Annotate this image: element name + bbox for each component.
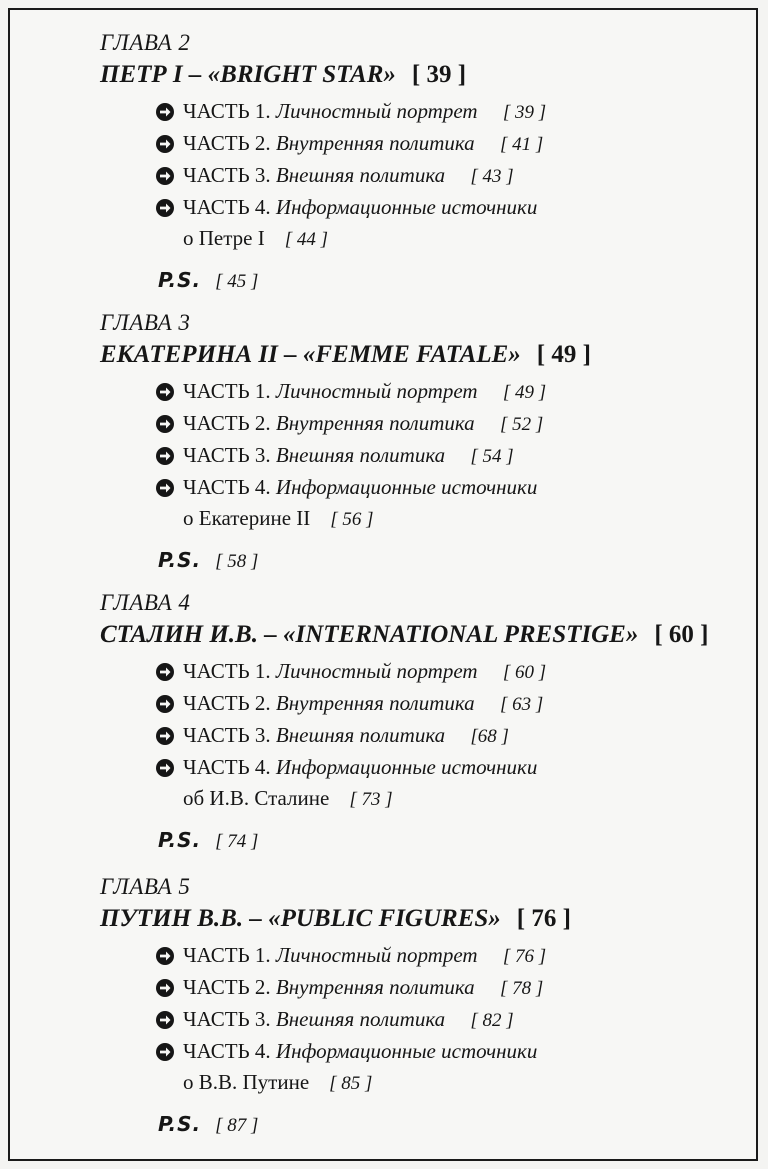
postscript[interactable] xyxy=(158,825,750,857)
circled-arrow-right-icon xyxy=(155,134,175,154)
part-item[interactable] xyxy=(155,1036,750,1099)
part-number: ЧАСТЬ 2. xyxy=(183,691,271,715)
part-item[interactable] xyxy=(155,472,750,535)
chapter-page: [ 49 ] xyxy=(536,341,591,368)
part-number: ЧАСТЬ 4. xyxy=(183,195,271,219)
parts-list xyxy=(155,96,750,255)
circled-arrow-right-icon xyxy=(155,1010,175,1030)
part-subtitle-line xyxy=(183,503,750,535)
circled-arrow-right-icon xyxy=(155,102,175,122)
chapter-page: [ 60 ] xyxy=(654,621,709,648)
part-subtitle-line xyxy=(183,1067,750,1099)
part-page: [ 78 ] xyxy=(499,978,544,999)
circled-arrow-right-icon xyxy=(155,662,175,682)
part-page: [ 73 ] xyxy=(349,789,393,810)
part-title: Личностный портрет xyxy=(275,379,478,403)
part-number: ЧАСТЬ 1. xyxy=(183,659,271,683)
part-page: [ 39 ] xyxy=(502,102,547,123)
parts-list xyxy=(155,656,750,815)
part-number: ЧАСТЬ 1. xyxy=(183,379,271,403)
part-number: ЧАСТЬ 2. xyxy=(183,975,271,999)
circled-arrow-right-icon xyxy=(155,414,175,434)
chapter-label: ГЛАВА 2 xyxy=(100,30,191,55)
part-subtitle-line xyxy=(183,783,750,815)
postscript[interactable] xyxy=(158,265,750,297)
part-page: [ 54 ] xyxy=(470,446,514,467)
part-item[interactable] xyxy=(155,720,750,752)
part-page: [ 44 ] xyxy=(284,229,329,250)
part-item[interactable] xyxy=(155,160,750,192)
parts-list xyxy=(155,376,750,535)
part-number: ЧАСТЬ 4. xyxy=(183,755,271,779)
parts-list xyxy=(155,940,750,1099)
chapter-title[interactable] xyxy=(100,618,750,652)
part-number: ЧАСТЬ 2. xyxy=(183,411,271,435)
part-page: [ 82 ] xyxy=(470,1010,514,1031)
part-item[interactable] xyxy=(155,376,750,408)
part-number: ЧАСТЬ 3. xyxy=(183,163,271,187)
part-title: Личностный портрет xyxy=(275,943,478,967)
part-title: Личностный портрет xyxy=(275,99,478,123)
part-item[interactable] xyxy=(155,972,750,1004)
chapter-title-text: СТАЛИН И.В. – «INTERNATIONAL PRESTIGE» xyxy=(100,621,639,648)
part-page: [ 60 ] xyxy=(502,662,547,683)
part-page: [ 41 ] xyxy=(499,134,544,155)
part-item[interactable] xyxy=(155,408,750,440)
ps-mark: P.S. xyxy=(158,268,202,292)
ps-page: [ 58 ] xyxy=(215,551,259,572)
part-title: Внутренняя политика xyxy=(275,131,475,155)
part-title: Внутренняя политика xyxy=(275,975,475,999)
circled-arrow-right-icon xyxy=(155,946,175,966)
part-title: Внутренняя политика xyxy=(275,411,475,435)
postscript[interactable] xyxy=(158,545,750,577)
part-item[interactable] xyxy=(155,128,750,160)
chapter-2 xyxy=(100,28,750,297)
part-subtitle: о Екатерине II xyxy=(183,506,311,530)
part-subtitle: о Петре I xyxy=(183,226,265,250)
chapter-title[interactable] xyxy=(100,338,750,372)
circled-arrow-right-icon xyxy=(155,758,175,778)
circled-arrow-right-icon xyxy=(155,198,175,218)
part-number: ЧАСТЬ 1. xyxy=(183,943,271,967)
chapter-title[interactable] xyxy=(100,58,750,92)
ps-page: [ 45 ] xyxy=(215,271,259,292)
postscript[interactable] xyxy=(158,1109,750,1141)
chapter-title-text: ЕКАТЕРИНА II – «FEMME FATALE» xyxy=(100,341,521,368)
chapter-page: [ 76 ] xyxy=(516,905,571,932)
part-item[interactable] xyxy=(155,656,750,688)
circled-arrow-right-icon xyxy=(155,1042,175,1062)
chapter-3 xyxy=(100,308,750,577)
part-subtitle-line xyxy=(183,223,750,255)
part-title: Внешняя политика xyxy=(275,443,446,467)
chapter-title[interactable] xyxy=(100,902,750,936)
part-title: Внешняя политика xyxy=(275,163,446,187)
part-page: [ 52 ] xyxy=(499,414,544,435)
chapter-label: ГЛАВА 5 xyxy=(100,874,191,899)
ps-mark: P.S. xyxy=(158,1112,202,1136)
circled-arrow-right-icon xyxy=(155,978,175,998)
part-number: ЧАСТЬ 2. xyxy=(183,131,271,155)
chapter-4 xyxy=(100,588,750,857)
part-page: [ 76 ] xyxy=(502,946,547,967)
book-page xyxy=(8,8,758,1161)
part-title: Информационные источники xyxy=(275,195,538,219)
ps-page: [ 87 ] xyxy=(215,1115,259,1136)
part-page: [ 56 ] xyxy=(330,509,374,530)
part-number: ЧАСТЬ 3. xyxy=(183,723,271,747)
part-title: Внутренняя политика xyxy=(275,691,475,715)
part-title: Информационные источники xyxy=(275,1039,538,1063)
part-item[interactable] xyxy=(155,940,750,972)
part-title: Внешняя политика xyxy=(275,1007,446,1031)
part-subtitle: об И.В. Сталине xyxy=(183,786,330,810)
part-title: Внешняя политика xyxy=(275,723,446,747)
part-item[interactable] xyxy=(155,192,750,255)
part-title: Информационные источники xyxy=(275,755,538,779)
part-number: ЧАСТЬ 3. xyxy=(183,1007,271,1031)
circled-arrow-right-icon xyxy=(155,166,175,186)
part-page: [ 49 ] xyxy=(502,382,547,403)
part-page: [ 85 ] xyxy=(329,1073,373,1094)
chapter-5 xyxy=(100,872,750,1141)
circled-arrow-right-icon xyxy=(155,478,175,498)
ps-mark: P.S. xyxy=(158,828,202,852)
part-item[interactable] xyxy=(155,752,750,815)
circled-arrow-right-icon xyxy=(155,726,175,746)
chapter-label: ГЛАВА 4 xyxy=(100,590,191,615)
circled-arrow-right-icon xyxy=(155,694,175,714)
circled-arrow-right-icon xyxy=(155,382,175,402)
part-page: [68 ] xyxy=(470,726,509,747)
ps-page: [ 74 ] xyxy=(215,831,259,852)
part-item[interactable] xyxy=(155,96,750,128)
part-number: ЧАСТЬ 1. xyxy=(183,99,271,123)
part-number: ЧАСТЬ 3. xyxy=(183,443,271,467)
part-number: ЧАСТЬ 4. xyxy=(183,475,271,499)
part-number: ЧАСТЬ 4. xyxy=(183,1039,271,1063)
part-title: Личностный портрет xyxy=(275,659,478,683)
ps-mark: P.S. xyxy=(158,548,202,572)
chapter-label: ГЛАВА 3 xyxy=(100,310,191,335)
chapter-title-text: ПУТИН В.В. – «PUBLIC FIGURES» xyxy=(100,905,501,932)
part-title: Информационные источники xyxy=(275,475,538,499)
chapter-title-text: ПЕТР I – «BRIGHT STAR» xyxy=(100,61,396,88)
part-subtitle: о В.В. Путине xyxy=(183,1070,310,1094)
part-item[interactable] xyxy=(155,1004,750,1036)
chapter-page: [ 39 ] xyxy=(411,61,467,88)
part-item[interactable] xyxy=(155,440,750,472)
part-item[interactable] xyxy=(155,688,750,720)
circled-arrow-right-icon xyxy=(155,446,175,466)
part-page: [ 43 ] xyxy=(470,166,514,187)
part-page: [ 63 ] xyxy=(499,694,544,715)
